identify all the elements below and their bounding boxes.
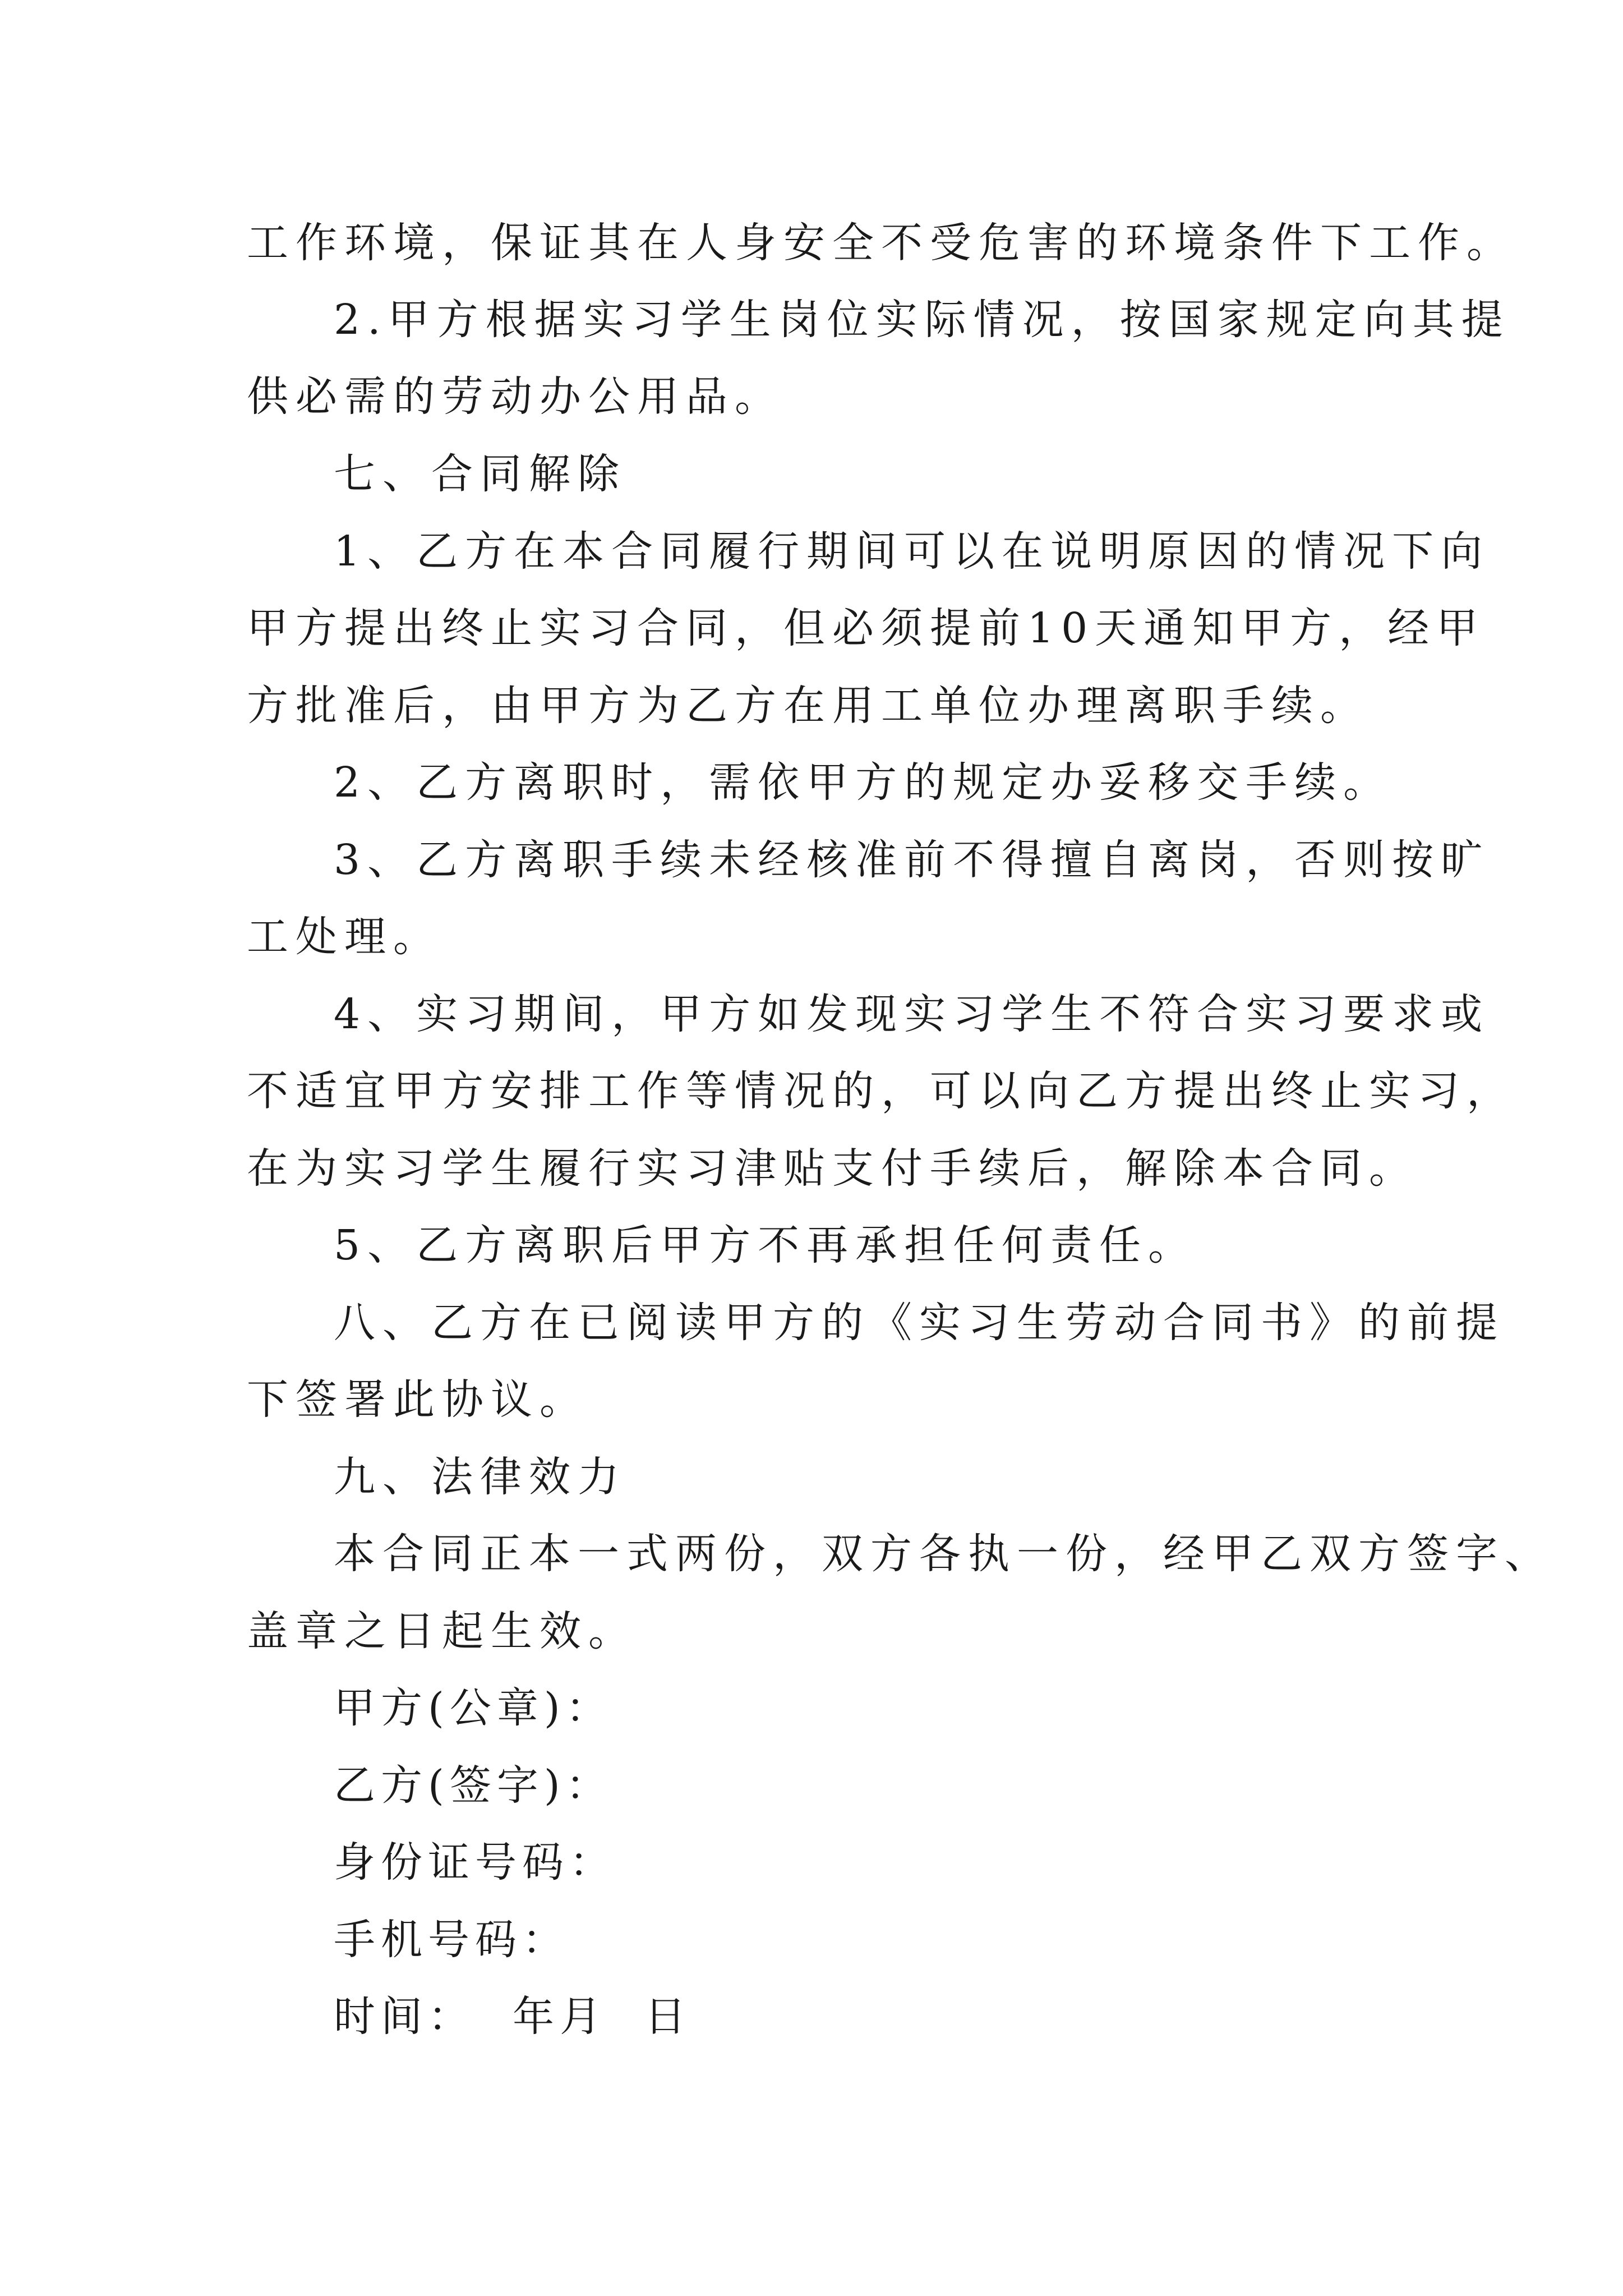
- section-heading: 九、法律效力: [334, 1453, 626, 1501]
- party-b-signature-label: 乙方(签字)：: [334, 1761, 613, 1810]
- id-number-label: 身份证号码：: [334, 1838, 616, 1887]
- paragraph-line: 2、乙方离职时，需依甲方的规定办妥移交手续。: [334, 758, 1393, 807]
- paragraph-line: 5、乙方离职后甲方不再承担任何责任。: [334, 1221, 1197, 1269]
- paragraph-line: 下签署此协议。: [247, 1375, 588, 1424]
- date-label: 时间： 年月 日: [334, 1993, 692, 2041]
- paragraph-line: 不适宜甲方安排工作等情况的，可以向乙方提出终止实习，: [247, 1067, 1515, 1115]
- paragraph-line: 3、乙方离职手续未经核准前不得擅自离岗，否则按旷: [334, 836, 1490, 884]
- phone-number-label: 手机号码：: [334, 1916, 569, 1964]
- section-heading: 七、合同解除: [334, 450, 626, 498]
- paragraph-line: 在为实习学生履行实习津贴支付手续后，解除本合同。: [247, 1144, 1418, 1193]
- paragraph-line: 工处理。: [247, 913, 442, 961]
- paragraph-line: 盖章之日起生效。: [247, 1607, 637, 1655]
- paragraph-line: 方批准后，由甲方为乙方在用工单位办理离职手续。: [247, 682, 1369, 730]
- paragraph-line: 4、实习期间，甲方如发现实习学生不符合实习要求或: [334, 990, 1490, 1038]
- paragraph-line: 1、乙方在本合同履行期间可以在说明原因的情况下向: [334, 527, 1490, 576]
- party-a-seal-label: 甲方(公章)：: [334, 1684, 613, 1732]
- paragraph-line: 2.甲方根据实习学生岗位实际情况，按国家规定向其提: [334, 296, 1510, 344]
- paragraph-line: 甲方提出终止实习合同，但必须提前10天通知甲方，经甲: [247, 604, 1486, 652]
- paragraph-line: 供必需的劳动办公用品。: [247, 372, 783, 421]
- paragraph-line: 八、乙方在已阅读甲方的《实习生劳动合同书》的前提: [334, 1299, 1505, 1347]
- paragraph-line: 工作环境，保证其在人身安全不受危害的环境条件下工作。: [247, 219, 1515, 267]
- paragraph-line: 本合同正本一式两份，双方各执一份，经甲乙双方签字、: [334, 1530, 1553, 1578]
